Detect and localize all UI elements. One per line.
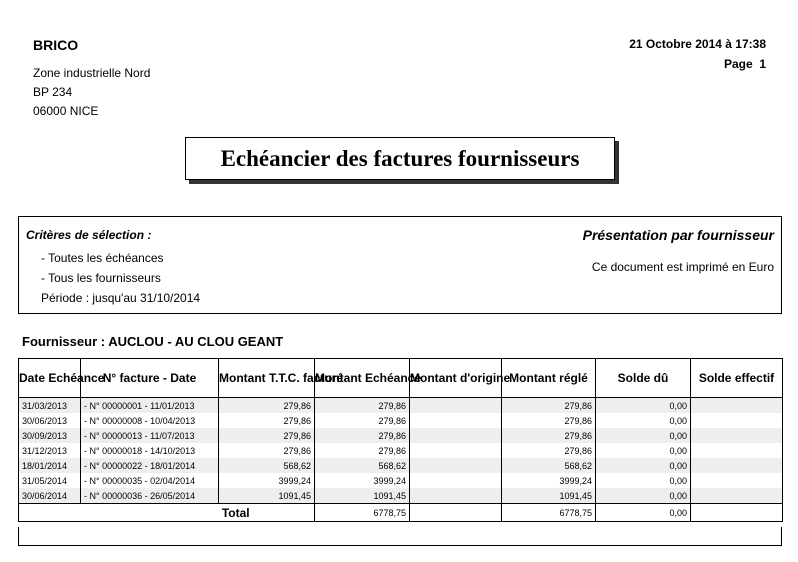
cell-solde-effectif bbox=[691, 473, 783, 488]
table-header-row bbox=[19, 359, 783, 398]
cell-date-echeance: 30/06/2014 bbox=[19, 488, 81, 504]
cell-montant-ttc: 3999,24 bbox=[219, 473, 315, 488]
report-title-box bbox=[185, 137, 615, 180]
total-montant-regle: 6778,75 bbox=[502, 504, 596, 522]
col-header-montant-origine: Montant d'origine bbox=[410, 359, 502, 398]
cell-montant-regle: 1091,45 bbox=[502, 488, 596, 504]
cell-montant-origine bbox=[410, 443, 502, 458]
cell-montant-echeance: 1091,45 bbox=[315, 488, 410, 504]
cell-montant-ttc: 568,62 bbox=[219, 458, 315, 473]
cell-solde-du: 0,00 bbox=[596, 398, 691, 414]
cell-date-echeance: 18/01/2014 bbox=[19, 458, 81, 473]
table-row bbox=[19, 398, 783, 414]
cell-montant-echeance: 3999,24 bbox=[315, 473, 410, 488]
cell-solde-effectif bbox=[691, 398, 783, 414]
cell-solde-effectif bbox=[691, 458, 783, 473]
cell-montant-echeance: 568,62 bbox=[315, 458, 410, 473]
cell-montant-regle: 3999,24 bbox=[502, 473, 596, 488]
cell-montant-origine bbox=[410, 428, 502, 443]
report-title: Echéancier des factures fournisseurs bbox=[220, 145, 580, 171]
cell-solde-effectif bbox=[691, 488, 783, 504]
page-number: 1 bbox=[759, 57, 766, 71]
table-row bbox=[19, 488, 783, 504]
cell-solde-du: 0,00 bbox=[596, 413, 691, 428]
table-row bbox=[19, 428, 783, 443]
cell-montant-origine bbox=[410, 458, 502, 473]
cell-montant-echeance: 279,86 bbox=[315, 413, 410, 428]
cell-montant-regle: 279,86 bbox=[502, 443, 596, 458]
col-header-date-echeance: Date Echéance bbox=[19, 359, 81, 398]
cell-date-echeance: 31/12/2013 bbox=[19, 443, 81, 458]
total-row bbox=[19, 504, 783, 522]
total-solde-effectif bbox=[691, 504, 783, 522]
supplier-heading: Fournisseur : AUCLOU - AU CLOU GEANT bbox=[22, 334, 284, 349]
col-header-montant-regle: Montant réglé bbox=[502, 359, 596, 398]
cell-numero-facture: - N° 00000035 - 02/04/2014 bbox=[81, 473, 219, 488]
criteria-line-3: Période : jusqu'au 31/10/2014 bbox=[41, 291, 201, 305]
total-spacer bbox=[19, 504, 81, 522]
table-footer-frame bbox=[18, 527, 782, 546]
table-row bbox=[19, 443, 783, 458]
criteria-title: Critères de sélection : bbox=[26, 228, 152, 242]
total-label: Total bbox=[81, 504, 315, 522]
col-header-solde-du: Solde dû bbox=[596, 359, 691, 398]
cell-montant-regle: 279,86 bbox=[502, 398, 596, 414]
presentation-mode: Présentation par fournisseur bbox=[582, 227, 774, 243]
currency-note: Ce document est imprimé en Euro bbox=[591, 260, 774, 274]
address-line-1: Zone industrielle Nord bbox=[33, 66, 151, 80]
print-datetime: 21 Octobre 2014 à 17:38 bbox=[629, 37, 766, 51]
cell-montant-regle: 279,86 bbox=[502, 413, 596, 428]
cell-solde-du: 0,00 bbox=[596, 428, 691, 443]
cell-solde-du: 0,00 bbox=[596, 458, 691, 473]
total-montant-origine bbox=[410, 504, 502, 522]
total-montant-echeance: 6778,75 bbox=[315, 504, 410, 522]
cell-solde-effectif bbox=[691, 443, 783, 458]
cell-date-echeance: 31/03/2013 bbox=[19, 398, 81, 414]
cell-montant-echeance: 279,86 bbox=[315, 398, 410, 414]
company-name: BRICO bbox=[33, 37, 79, 53]
cell-montant-ttc: 279,86 bbox=[219, 443, 315, 458]
selection-criteria-box bbox=[18, 216, 782, 314]
col-header-montant-ttc: Montant T.T.C. facturé bbox=[219, 359, 315, 398]
cell-date-echeance: 31/05/2014 bbox=[19, 473, 81, 488]
cell-numero-facture: - N° 00000022 - 18/01/2014 bbox=[81, 458, 219, 473]
cell-numero-facture: - N° 00000008 - 10/04/2013 bbox=[81, 413, 219, 428]
cell-solde-du: 0,00 bbox=[596, 473, 691, 488]
cell-solde-du: 0,00 bbox=[596, 443, 691, 458]
cell-solde-effectif bbox=[691, 428, 783, 443]
cell-montant-ttc: 1091,45 bbox=[219, 488, 315, 504]
cell-numero-facture: - N° 00000001 - 11/01/2013 bbox=[81, 398, 219, 414]
total-solde-du: 0,00 bbox=[596, 504, 691, 522]
cell-montant-echeance: 279,86 bbox=[315, 428, 410, 443]
cell-montant-ttc: 279,86 bbox=[219, 428, 315, 443]
col-header-solde-effectif: Solde effectif bbox=[691, 359, 783, 398]
table-row bbox=[19, 413, 783, 428]
address-line-2: BP 234 bbox=[33, 85, 73, 99]
col-header-numero-facture: N° facture - Date bbox=[81, 359, 219, 398]
cell-date-echeance: 30/06/2013 bbox=[19, 413, 81, 428]
page-indicator bbox=[724, 57, 766, 71]
cell-montant-regle: 279,86 bbox=[502, 428, 596, 443]
cell-montant-echeance: 279,86 bbox=[315, 443, 410, 458]
criteria-line-1: - Toutes les échéances bbox=[41, 251, 164, 265]
cell-solde-du: 0,00 bbox=[596, 488, 691, 504]
cell-montant-origine bbox=[410, 413, 502, 428]
table-row bbox=[19, 473, 783, 488]
cell-montant-regle: 568,62 bbox=[502, 458, 596, 473]
cell-montant-origine bbox=[410, 473, 502, 488]
cell-montant-ttc: 279,86 bbox=[219, 398, 315, 414]
address-line-3: 06000 NICE bbox=[33, 104, 99, 118]
cell-montant-origine bbox=[410, 398, 502, 414]
invoice-schedule-table bbox=[18, 358, 783, 522]
table-row bbox=[19, 458, 783, 473]
page-label: Page bbox=[723, 57, 753, 71]
criteria-line-2: - Tous les fournisseurs bbox=[41, 271, 161, 285]
cell-numero-facture: - N° 00000018 - 14/10/2013 bbox=[81, 443, 219, 458]
cell-numero-facture: - N° 00000013 - 11/07/2013 bbox=[81, 428, 219, 443]
cell-montant-origine bbox=[410, 488, 502, 504]
cell-date-echeance: 30/09/2013 bbox=[19, 428, 81, 443]
cell-numero-facture: - N° 00000036 - 26/05/2014 bbox=[81, 488, 219, 504]
col-header-montant-echeance: Montant Echéance bbox=[315, 359, 410, 398]
cell-montant-ttc: 279,86 bbox=[219, 413, 315, 428]
cell-solde-effectif bbox=[691, 413, 783, 428]
